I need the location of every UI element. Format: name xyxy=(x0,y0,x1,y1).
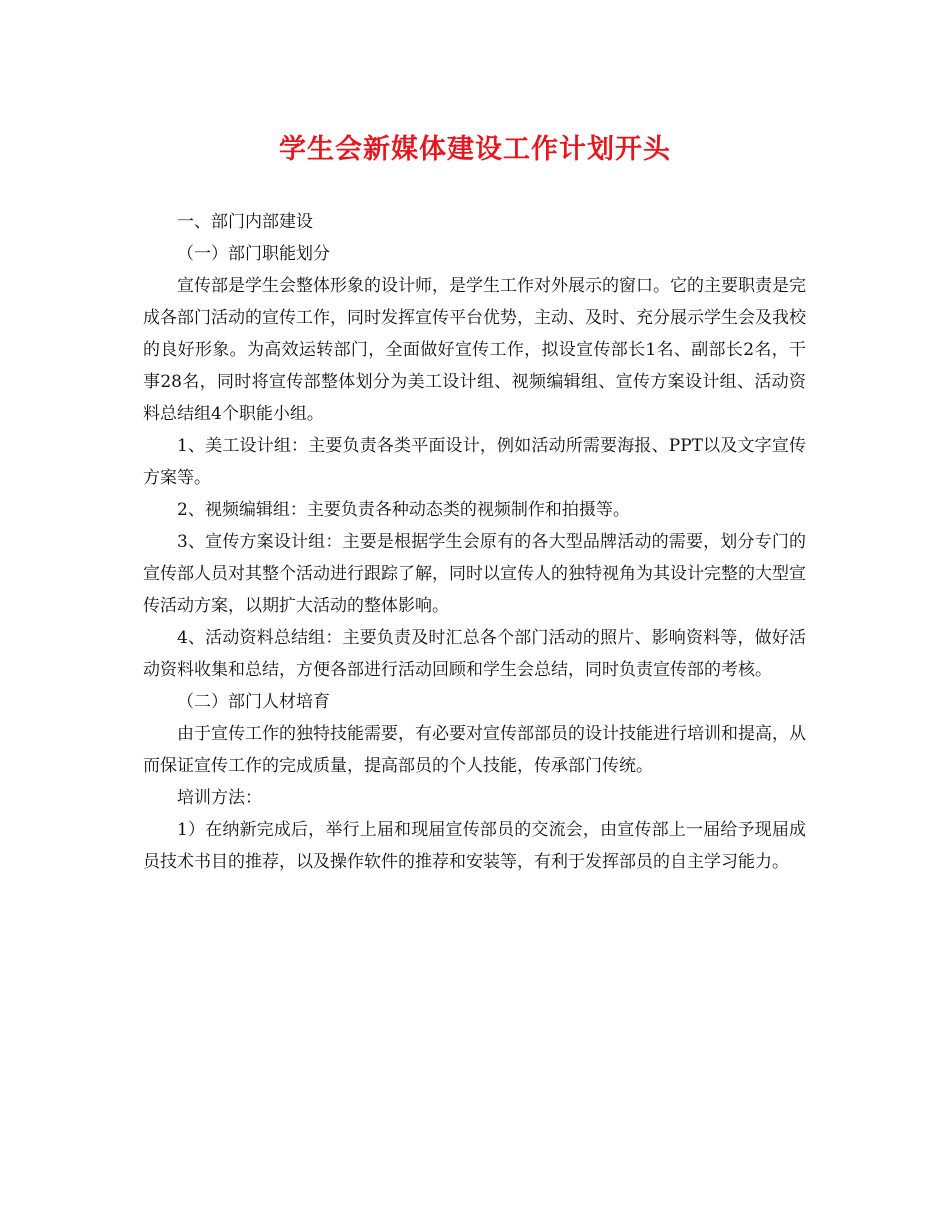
paragraph-training-need: 由于宣传工作的独特技能需要，有必要对宣传部部员的设计技能进行培训和提高，从而保证宣传工作的完成质量，提高部员的个人技能，传承部门传统。 xyxy=(143,724,806,776)
document-title: 学生会新媒体建设工作计划开头 xyxy=(279,134,671,165)
paragraph-art-design-group: 1、美工设计组：主要负责各类平面设计，例如活动所需要海报、PPT以及文字宣传方案等。 xyxy=(143,436,806,488)
paragraph-training-methods-heading: 培训方法： xyxy=(177,788,262,808)
document-body xyxy=(143,206,806,878)
paragraph-training-method-1: 1）在纳新完成后，举行上届和现届宣传部员的交流会，由宣传部上一届给予现届成员技术书目的推荐，以及操作软件的推荐和安装等，有利于发挥部员的自主学习能力。 xyxy=(143,820,806,872)
subsection-heading-talent-training: （二）部门人材培育 xyxy=(177,692,330,712)
paragraph-video-editing-group: 2、视频编辑组：主要负责各种动态类的视频制作和拍摄等。 xyxy=(177,500,630,520)
section-heading-internal-construction: 一、部门内部建设 xyxy=(177,212,313,232)
paragraph-activity-summary-group: 4、活动资料总结组：主要负责及时汇总各个部门活动的照片、影响资料等，做好活动资料收集和总结，方便各部进行活动回顾和学生会总结，同时负责宣传部的考核。 xyxy=(143,628,806,680)
subsection-heading-function-division: （一）部门职能划分 xyxy=(177,244,330,264)
paragraph-promotion-plan-group: 3、宣传方案设计组：主要是根据学生会原有的各大型品牌活动的需要，划分专门的宣传部人员对其整个活动进行跟踪了解，同时以宣传人的独特视角为其设计完整的大型宣传活动方案，以期扩大活动的整体影响。 xyxy=(143,532,806,616)
paragraph-department-overview: 宣传部是学生会整体形象的设计师，是学生工作对外展示的窗口。它的主要职责是完成各部门活动的宣传工作，同时发挥宣传平台优势，主动、及时、充分展示学生会及我校的良好形象。为高效运转部门，全面做好宣传工作，拟设宣传部长1名、副部长2名，干事28名，同时将宣传部整体划分为美工设计组、视频编辑组、宣传方案设计组、活动资料总结组4个职能小组。 xyxy=(143,276,806,424)
